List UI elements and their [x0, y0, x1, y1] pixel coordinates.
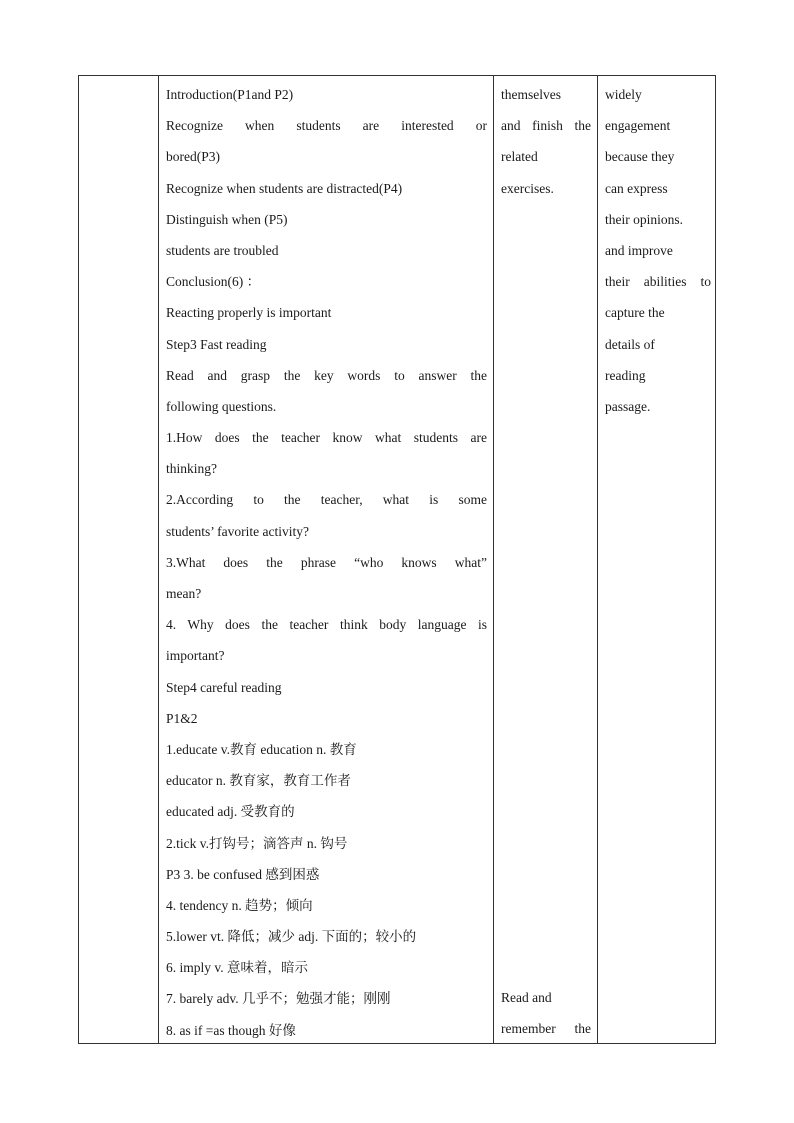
text-line: Conclusion(6) ： — [166, 274, 261, 290]
text-line: 4. tendency n. 趋势；倾向 — [166, 897, 313, 913]
text-line: 7. barely adv. 几乎不；勉强才能；刚刚 — [166, 991, 391, 1007]
text-line: 2.tick v.打钩号；滴答声 n. 钩号 — [166, 835, 348, 851]
text-line: 5.lower vt. 降低；减少 adj. 下面的；较小的 — [166, 929, 417, 945]
table-column-empty — [79, 76, 159, 1043]
text-line: remember the — [501, 1021, 591, 1037]
table-column-student-activity — [494, 76, 598, 1043]
text-line: 4. Why does the teacher think body language is — [166, 617, 487, 633]
text-line: Step4 careful reading — [166, 679, 282, 695]
table-column-purpose — [598, 76, 717, 1043]
text-line: because they — [605, 149, 675, 165]
text-line: Reacting properly is important — [166, 305, 332, 321]
text-line: following questions. — [166, 398, 277, 414]
text-line: exercises. — [501, 180, 554, 196]
lesson-plan-table — [78, 75, 716, 1044]
text-line: Read and grasp the key words to answer the — [166, 367, 487, 383]
text-line: Distinguish when (P5) — [166, 211, 288, 227]
text-line: Introduction(P1and P2) — [166, 87, 294, 102]
text-line: 2.According to the teacher, what is some — [166, 492, 487, 508]
text-line: reading — [605, 367, 646, 383]
text-line: passage. — [605, 398, 651, 414]
text-line: educator n. 教育家，教育工作者 — [166, 773, 351, 789]
text-line: educated adj. 受教育的 — [166, 804, 295, 820]
table-column-procedure — [159, 76, 494, 1043]
text-line: engagement — [605, 118, 671, 134]
text-line: P3 3. be confused 感到困惑 — [166, 866, 320, 882]
text-line: Recognize when students are distracted(P4) — [166, 180, 403, 196]
text-line: important? — [166, 648, 225, 664]
procedure-text — [166, 79, 487, 1046]
text-line: 6. imply v. 意味着，暗示 — [166, 960, 309, 976]
text-line: 8. as if =as though 好像 — [166, 1022, 296, 1038]
text-line: bored(P3) — [166, 149, 220, 165]
text-line: P1&2 — [166, 710, 198, 726]
text-line: details of — [605, 336, 655, 352]
purpose-text — [605, 79, 711, 422]
text-line: related — [501, 149, 538, 165]
text-line: capture the — [605, 305, 665, 321]
student-activity-text — [501, 79, 591, 204]
text-line: widely — [605, 87, 642, 102]
text-line: students’ favorite activity? — [166, 523, 309, 539]
text-line: their opinions. — [605, 211, 683, 227]
text-line: Read and — [501, 990, 552, 1005]
student-activity-text-bottom — [501, 982, 591, 1044]
text-line: and finish the — [501, 118, 591, 134]
text-line: Step3 Fast reading — [166, 336, 267, 352]
text-line: can express — [605, 180, 668, 196]
text-line: 1.How does the teacher know what students are — [166, 430, 487, 446]
text-line: 1.educate v.教育 education n. 教育 — [166, 741, 357, 757]
text-line: their abilities to — [605, 274, 711, 290]
text-line: Recognize when students are interested or — [166, 118, 487, 134]
text-line: and improve — [605, 242, 673, 258]
text-line: students are troubled — [166, 242, 279, 258]
text-line: 3.What does the phrase “who knows what” — [166, 554, 487, 570]
text-line: mean? — [166, 586, 202, 601]
text-line: thinking? — [166, 461, 217, 477]
text-line: themselves — [501, 87, 561, 102]
